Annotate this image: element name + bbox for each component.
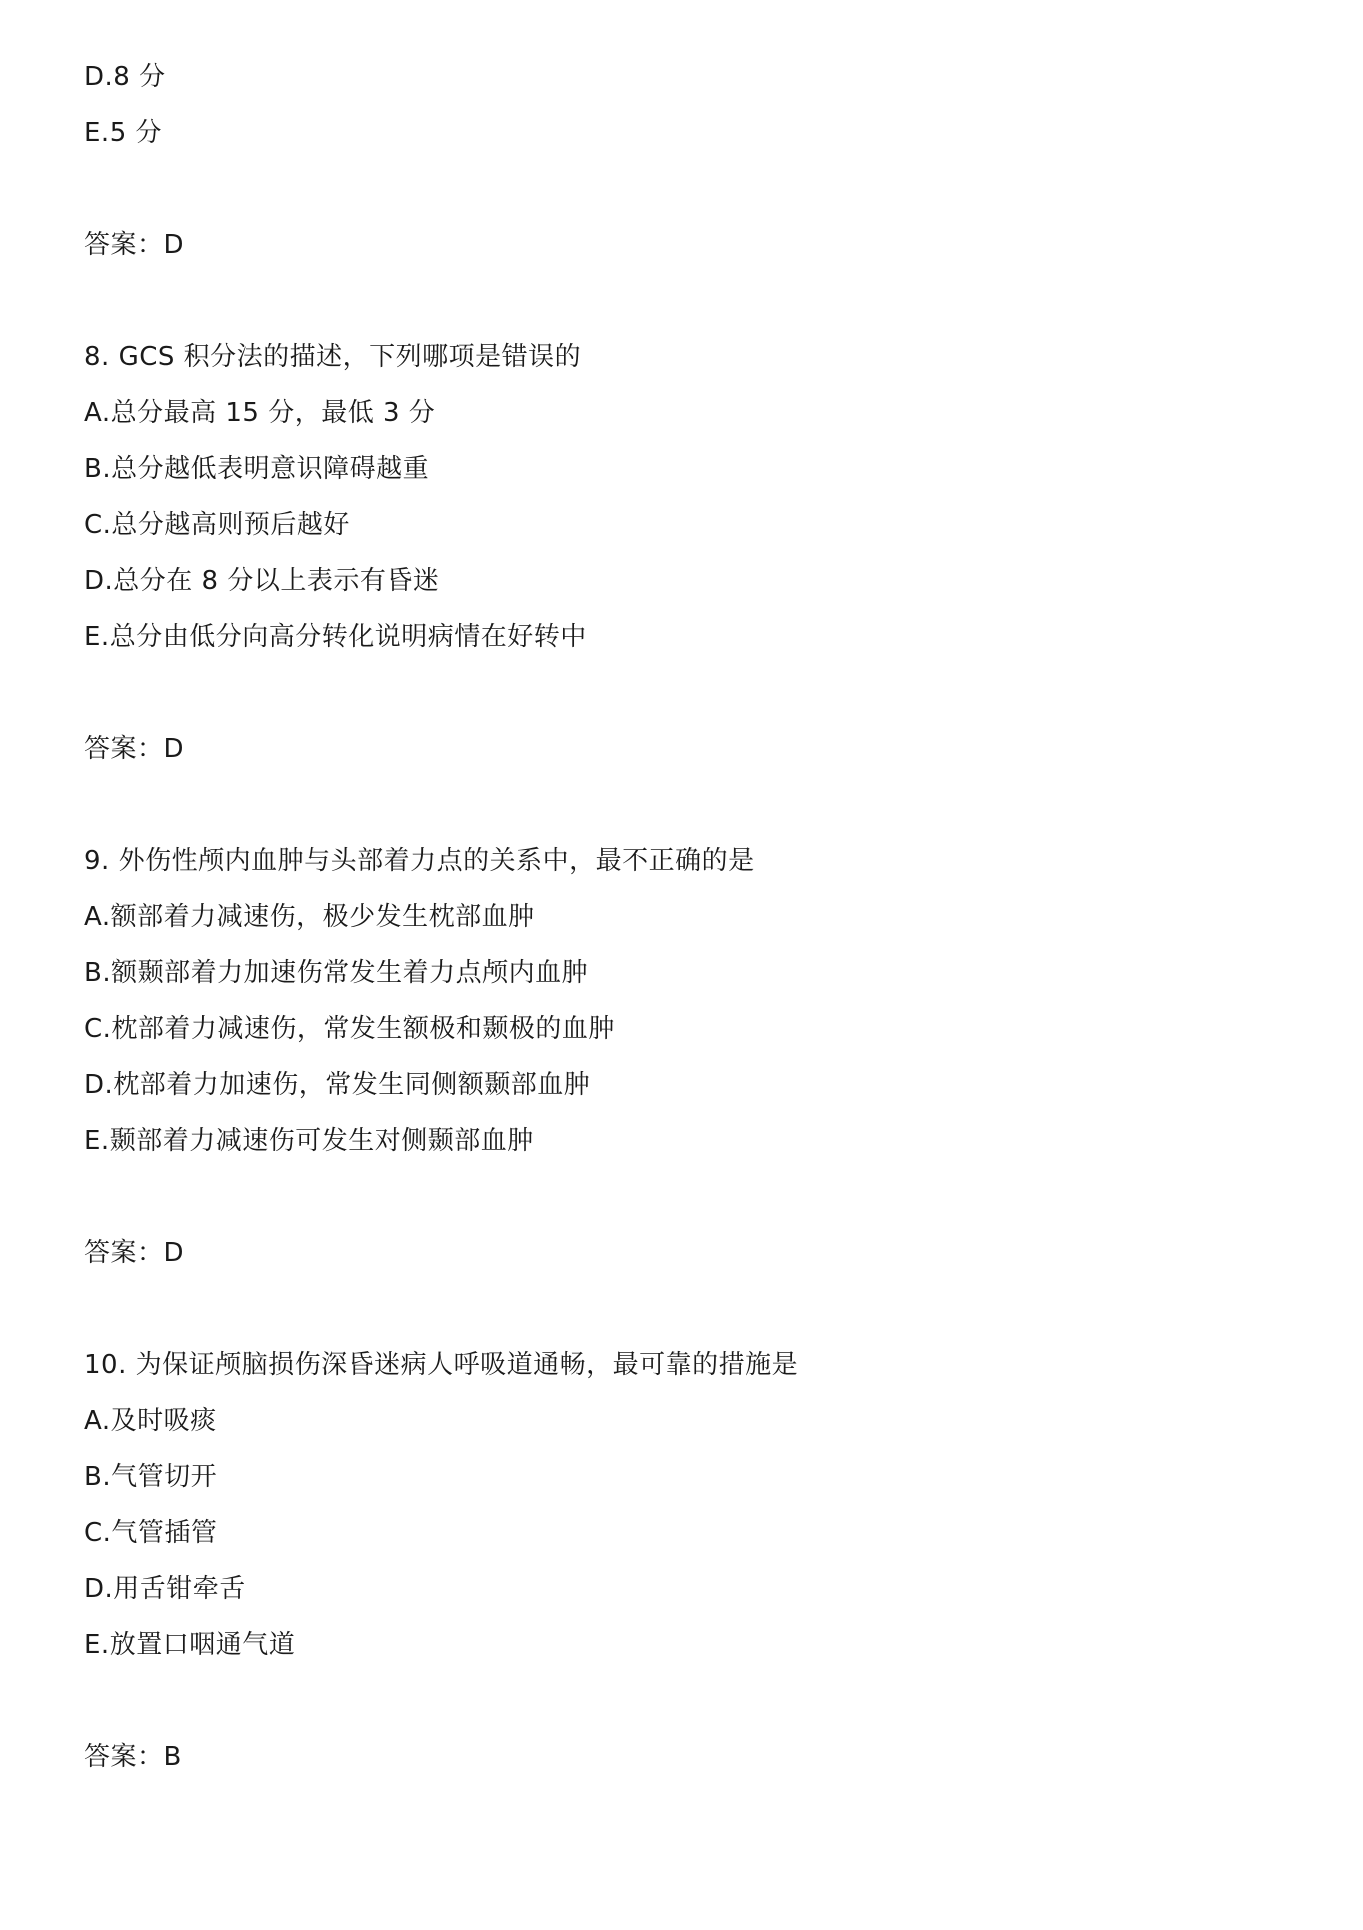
option-line: E.放置口咽通气道 [84, 1630, 296, 1660]
option-line: E.颞部着力减速伤可发生对侧颞部血肿 [84, 1126, 534, 1156]
option-line: C.枕部着力减速伤，常发生额极和颞极的血肿 [84, 1014, 615, 1044]
answer-line: 答案：D [84, 1238, 185, 1268]
option-line: D.用舌钳牵舌 [84, 1574, 246, 1604]
option-line: A.及时吸痰 [84, 1406, 217, 1436]
answer-line: 答案：D [84, 230, 185, 260]
option-line: D.总分在 8 分以上表示有昏迷 [84, 566, 440, 596]
option-line: E.5 分 [84, 118, 162, 148]
option-line: A.额部着力减速伤，极少发生枕部血肿 [84, 902, 535, 932]
option-line: E.总分由低分向高分转化说明病情在好转中 [84, 622, 587, 652]
answer-line: 答案：D [84, 734, 185, 764]
option-line: C.气管插管 [84, 1518, 218, 1548]
question-stem: 9. 外伤性颅内血肿与头部着力点的关系中，最不正确的是 [84, 846, 755, 876]
answer-line: 答案：B [84, 1742, 182, 1772]
option-line: A.总分最高 15 分，最低 3 分 [84, 398, 436, 428]
option-line: C.总分越高则预后越好 [84, 510, 350, 540]
question-stem: 10. 为保证颅脑损伤深昏迷病人呼吸道通畅，最可靠的措施是 [84, 1350, 799, 1380]
option-line: B.总分越低表明意识障碍越重 [84, 454, 430, 484]
option-line: D.枕部着力加速伤，常发生同侧额颞部血肿 [84, 1070, 591, 1100]
question-stem: 8. GCS 积分法的描述，下列哪项是错误的 [84, 342, 582, 372]
option-line: B.气管切开 [84, 1462, 218, 1492]
option-line: D.8 分 [84, 62, 166, 92]
option-line: B.额颞部着力加速伤常发生着力点颅内血肿 [84, 958, 589, 988]
